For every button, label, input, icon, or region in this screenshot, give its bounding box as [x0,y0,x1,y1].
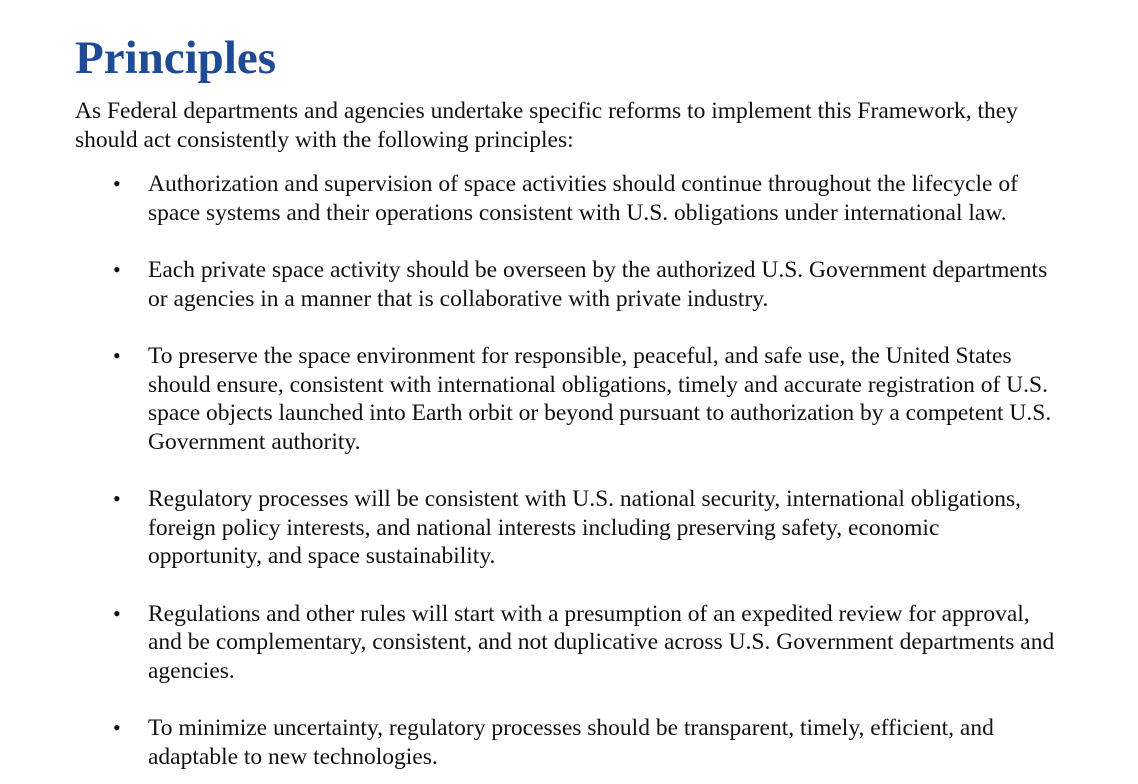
list-item-text: To preserve the space environment for responsible, peaceful, and safe use, the United States should ensure, consistent with international obligations, timely and accurate registration of U.S. space objects launched into Earth orbit or beyond pursuant to authorization by a competent U.S. Government authority. [148,343,1052,455]
list-item-text: To minimize uncertainty, regulatory processes should be transparent, timely, efficient, and adaptable to new technologies. [148,715,994,770]
list-item [75,714,1058,771]
bullet-icon: • [113,715,121,740]
page-title: Principles [75,32,277,84]
principles-list [75,170,1075,771]
list-item-text: Each private space activity should be overseen by the authorized U.S. Government departments or agencies in a manner that is collaborative with private industry. [148,257,1048,312]
bullet-icon: • [113,486,121,511]
bullet-icon: • [113,257,121,282]
document-page [75,26,1075,771]
list-item [75,600,1058,686]
list-item [75,485,1058,571]
list-item-text: Authorization and supervision of space activities should continue throughout the lifecycle of space systems and their operations consistent with U.S. obligations under international law. [148,171,1018,226]
list-item-text: Regulations and other rules will start with a presumption of an expedited review for approval, and be complementary, consistent, and not duplicative across U.S. Government departments and agencies. [148,600,1055,684]
bullet-icon: • [113,343,121,368]
bullet-icon: • [113,600,121,626]
list-item [75,342,1058,456]
list-item [75,256,1058,313]
bullet-icon: • [113,171,121,196]
intro-paragraph: As Federal departments and agencies undertake specific reforms to implement this Framework, they should act consistently with the following principles: [75,98,1018,153]
list-item-text: Regulatory processes will be consistent with U.S. national security, international obligations, foreign policy interests, and national interests including preserving safety, economic opportunity, and space sustainability. [148,486,1022,569]
list-item [75,170,1058,227]
